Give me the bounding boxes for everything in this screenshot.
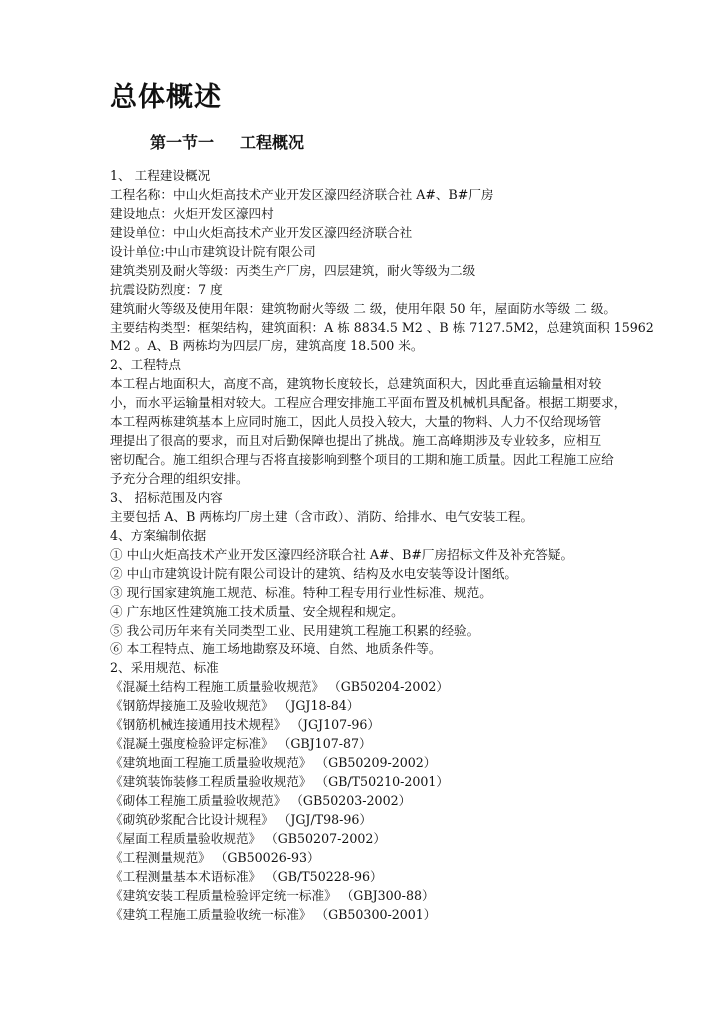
text-line: ② 中山市建筑设计院有限公司设计的建筑、结构及水电安装等设计图纸。 — [110, 565, 518, 581]
text-line: ⑤ 我公司历年来有关同类型工业、民用建筑工程施工积累的经验。 — [110, 622, 480, 638]
document-heading: 总体概述 — [110, 82, 222, 113]
text-line: 《混凝土强度检验评定标准》 （GBJ107-87） — [110, 736, 372, 752]
text-line: 主要结构类型：框架结构，建筑面积：A 栋 8834.5 M2 、B 栋 7127.5M2，总建筑面积 15962 — [110, 319, 654, 335]
text-line: 予充分合理的组织安排。 — [110, 471, 249, 486]
text-line: 3、 招标范围及内容 — [110, 489, 223, 505]
text-line: 1、 工程建设概况 — [110, 168, 211, 183]
text-line: 《建筑工程施工质量验收统一标准》 （GB50300-2001） — [110, 906, 437, 922]
text-line: 《砌筑砂浆配合比设计规程》 （JGJ/T98-96） — [110, 811, 373, 827]
text-line: 主要包括 A、B 两栋均厂房土建（含市政）、消防、给排水、电气安装工程。 — [110, 508, 534, 524]
text-line: ③ 现行国家建筑施工规范、标准。特种工程专用行业性标准、规范。 — [110, 584, 492, 600]
text-line: 《工程测量规范》 （GB50026-93） — [110, 849, 320, 865]
text-line: 本工程两栋建筑基本上应同时施工，因此人员投入较大，大量的物料、人力不仅给现场管 — [110, 414, 602, 430]
text-line: 《砌体工程施工质量验收规范》 （GB50203-2002） — [110, 792, 412, 808]
text-line: 工程名称：中山火炬高技术产业开发区濠四经济联合社 A#、B#厂房 — [110, 186, 494, 202]
text-line: 2、采用规范、标准 — [110, 660, 219, 676]
text-line: 小，而水平运输量相对较大。工程应合理安排施工平面布置及机械机具配备。根据工期要求， — [110, 395, 627, 411]
text-line: 《建筑装饰装修工程质量验收规范》 （GB/T50210-2001） — [110, 774, 450, 789]
text-line: 建设地点：火炬开发区濠四村 — [110, 205, 274, 221]
text-line: 4、方案编制依据 — [110, 527, 207, 543]
body-text — [110, 167, 654, 925]
text-line: 《建筑安装工程质量检验评定统一标准》 （GBJ300-88） — [110, 887, 435, 903]
text-line: 建筑耐火等级及使用年限：建筑物耐火等级 二 级，使用年限 50 年，屋面防水等级 二 级。 — [110, 300, 617, 316]
text-line: M2 。A、B 两栋均为四层厂房，建筑高度 18.500 米。 — [110, 338, 424, 354]
text-line: 设计单位:中山市建筑设计院有限公司 — [110, 243, 316, 259]
text-line: 《混凝土结构工程施工质量验收规范》 （GB50204-2002） — [110, 679, 449, 695]
text-line: ⑥ 本工程特点、施工场地勘察及环境、自然、地质条件等。 — [110, 641, 442, 657]
text-line: 建筑类别及耐火等级：丙类生产厂房，四层建筑，耐火等级为二级 — [110, 262, 476, 278]
text-line: 理提出了很高的要求，而且对后勤保障也提出了挑战。施工高峰期涉及专业较多，应相互 — [110, 433, 602, 449]
text-line: 2、工程特点 — [110, 357, 181, 373]
text-line: 《钢筋机械连接通用技术规程》 （JGJ107-96） — [110, 717, 380, 733]
text-line: ④ 广东地区性建筑施工技术质量、安全规程和规定。 — [110, 603, 404, 619]
text-line: 密切配合。施工组织合理与否将直接影响到整个项目的工期和施工质量。因此工程施工应给 — [110, 452, 614, 468]
text-line: 建设单位：中山火炬高技术产业开发区濠四经济联合社 — [110, 224, 413, 240]
section-number: 第一节一 — [150, 133, 215, 152]
text-line: 《工程测量基本术语标准》 （GB/T50228-96） — [110, 868, 383, 884]
text-line: 《钢筋焊接施工及验收规范》 （JGJ18-84） — [110, 698, 360, 714]
text-line: 本工程占地面积大，高度不高，建筑物长度较长，总建筑面积大，因此垂直运输量相对较 — [110, 376, 602, 392]
section-title: 工程概况 — [240, 133, 305, 152]
text-line: 《屋面工程质量验收规范》 （GB50207-2002） — [110, 830, 386, 846]
section-heading — [150, 133, 304, 153]
text-line: ① 中山火炬高技术产业开发区濠四经济联合社 A#、B#厂房招标文件及补充答疑。 — [110, 546, 574, 562]
text-line: 《建筑地面工程施工质量验收规范》 （GB50209-2002） — [110, 755, 437, 771]
text-line: 抗震设防烈度：7 度 — [110, 281, 223, 297]
